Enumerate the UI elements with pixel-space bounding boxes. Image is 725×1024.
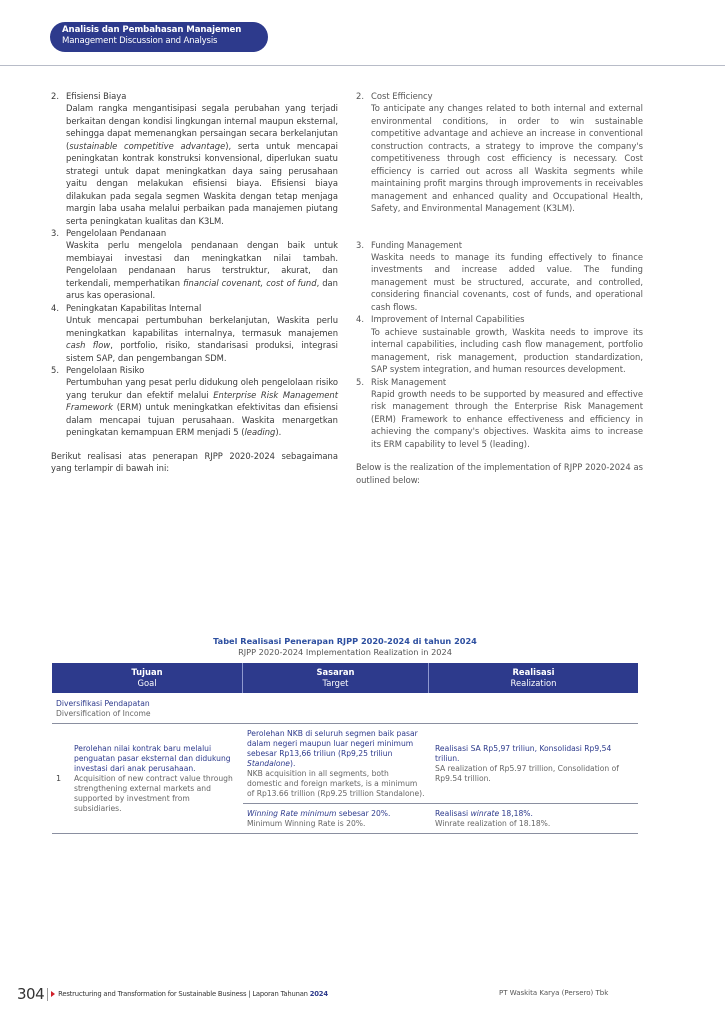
list-number: 4.: [356, 314, 364, 325]
realization-text-en: SA realization of Rp5.97 trillion, Consolidation of Rp9.54 trillion.: [435, 764, 619, 783]
target-cell: [243, 724, 429, 803]
list-item: [356, 90, 643, 215]
footer-company-name: PT Waskita Karya (Persero) Tbk: [499, 989, 609, 997]
list-item-body: To achieve sustainable growth, Waskita needs to improve its internal capabilities, including cash flow management, portfolio management, risk management, production standardization, SAP system integration, and human resources development.: [371, 326, 643, 375]
list-number: 2.: [356, 91, 364, 101]
list-item-title: Improvement of Internal Capabilities: [371, 314, 525, 325]
list-item-body: Waskita perlu mengelola pendanaan dengan baik untuk membiayai investasi dan meningkatkan nilai tambah. Pengelolaan pendanaan harus terstruktur, akurat, dan terkendali, memperhatikan financial covenant, cost of fund, dan arus kas operasional.: [66, 240, 338, 301]
goal-text-en: Acquisition of new contract value through strengthening external markets and supported by investment from subsidiaries.: [74, 773, 233, 813]
realization-text-en: Winrate realization of 18.18%.: [435, 819, 551, 828]
strategy-list-id: [51, 90, 338, 439]
table-category-row: [52, 693, 638, 724]
list-item-title: Pengelolaan Risiko: [66, 364, 145, 375]
sub-row-nkb: [243, 724, 638, 803]
page-number: 304: [17, 985, 45, 1003]
list-item-body: Waskita needs to manage its funding effectively to finance investments and increase added value. The funding management must be structured, accurate, and controlled, considering financial covenants, cost of funds, and operational cash flows.: [371, 251, 643, 312]
target-text-id: Winning Rate minimum sebesar 20%.: [247, 809, 391, 818]
list-item-title: Pengelolaan Pendanaan: [66, 227, 167, 238]
goal-text-id: Perolehan nilai kontrak baru melalui penguatan pasar eksternal dan didukung investasi dari anak perusahaan.: [74, 743, 231, 773]
table-caption: [52, 636, 638, 658]
closing-paragraph-id: Berikut realisasi atas penerapan RJPP 2020-2024 sebagaimana yang terlampir di bawah ini:: [51, 450, 338, 474]
table-row: [52, 724, 638, 834]
list-number: 3.: [356, 239, 364, 250]
left-column-indonesian: [51, 90, 338, 475]
list-item: [356, 313, 643, 375]
list-number: 5.: [51, 364, 59, 375]
realization-cell: [429, 724, 638, 803]
realization-text-id: Realisasi winrate 18,18%.: [435, 809, 533, 818]
list-item-title: Risk Management: [371, 376, 447, 387]
footer-report-title: Restructuring and Transformation for Sustainable Business | Laporan Tahunan 2024: [58, 990, 328, 998]
list-number: 5.: [356, 376, 364, 387]
goal-cell: [74, 724, 243, 833]
rjpp-realization-table: [52, 663, 638, 834]
list-item-title: Funding Management: [371, 239, 463, 250]
list-item-body: Rapid growth needs to be supported by measured and effective risk management through the Enterprise Risk Management (ERM) Framework to enhance effectiveness and efficiency in achieving the company's objectives. Waskita aims to increase its ERM capability to level 5 (leading).: [371, 388, 643, 449]
list-item-body: Untuk mencapai pertumbuhan berkelanjutan, Waskita perlu meningkatkan kapabilitas internalnya, termasuk manajemen cash flow, portfolio, risiko, standarisasi produksi, integrasi sistem SAP, dan pengembangan SDM.: [66, 315, 338, 363]
list-item: [51, 364, 338, 439]
list-number: 4.: [51, 302, 59, 313]
list-item-title: Cost Efficiency: [371, 91, 433, 101]
list-item-body: Pertumbuhan yang pesat perlu didukung oleh pengelolaan risiko yang terukur dan efektif melalui Enterprise Risk Management Framework (ERM) untuk meningkatkan efektivitas dan efisiensi dalam mencapai tujuan perusahaan. Waskita menargetkan peningkatan kemampuan ERM menjadi 5 (leading).: [66, 377, 338, 438]
section-header-badge: [50, 22, 268, 52]
realization-text-id: Realisasi SA Rp5,97 triliun, Konsolidasi Rp9,54 triliun.: [435, 744, 612, 763]
header-divider: [0, 65, 725, 66]
strategy-list-en: [356, 90, 643, 450]
spacer: [356, 215, 643, 239]
list-number: 2.: [51, 91, 59, 101]
table-header: [52, 663, 638, 693]
realization-cell: [429, 804, 638, 833]
closing-paragraph-en: Below is the realization of the implementation of RJPP 2020-2024 as outlined below:: [356, 462, 643, 485]
list-item-body: To anticipate any changes related to both internal and external environmental conditions, in order to win sustainable competitive advantage and achieve an increase in conventional construction contracts, a strategy to improve the company's competitiveness through cost efficiency is necessary. Cost efficiency is carried out across all Waskita segments while maintaining profit margins through improvements in receivables management and enhanced quality and Occupational Health, Safety, and Environmental Management (K3LM).: [371, 103, 643, 214]
target-realization-group: [243, 724, 638, 833]
list-item: [356, 376, 643, 451]
list-number: 3.: [51, 227, 59, 238]
target-text-id: Perolehan NKB di seluruh segmen baik pasar dalam negeri maupun luar negeri minimum sebesar Rp13,66 triliun (Rp9,25 triliun Standalone).: [247, 729, 418, 768]
list-item-title: Peningkatan Kapabilitas Internal: [66, 302, 202, 313]
target-text-en: NKB acquisition in all segments, both domestic and foreign markets, is a minimum of Rp13.66 trillion (Rp9.25 trillion Standalone).: [247, 769, 425, 798]
target-cell: [243, 804, 429, 833]
list-item: [51, 227, 338, 302]
list-item-title: Efisiensi Biaya: [66, 91, 127, 101]
right-column-english: [356, 90, 643, 486]
category-label-id: Diversifikasi Pendapatan: [56, 699, 150, 708]
section-title-id: Analisis dan Pembahasan Manajemen: [62, 25, 242, 35]
column-header-realization: Realisasi Realization: [510, 667, 557, 688]
section-title-en: Management Discussion and Analysis: [62, 36, 218, 46]
play-arrow-icon: [51, 991, 55, 997]
row-number: 1: [56, 774, 62, 783]
column-header-target: Sasaran Target: [243, 663, 429, 693]
target-text-en: Minimum Winning Rate is 20%.: [247, 819, 366, 828]
list-item: [356, 239, 643, 314]
list-item: [51, 90, 338, 227]
column-header-goal: Tujuan Goal: [52, 663, 243, 693]
footer-separator: [47, 988, 48, 1001]
sub-row-winrate: [243, 803, 638, 833]
table-title-id: Tabel Realisasi Penerapan RJPP 2020-2024 di tahun 2024: [213, 636, 477, 646]
page-footer: [17, 985, 707, 1003]
list-item-body: Dalam rangka mengantisipasi segala perubahan yang terjadi berkaitan dengan kondisi lingkungan internal maupun eksternal, sehingga dapat memenangkan persaingan secara berkelanjutan (sustainable competitive advantage), serta untuk mencapai peningkatan kontrak konstruksi konvensional, diperlukan suatu strategi untuk dapat meningkatkan daya saing perusahaan yaitu dengan melakukan efisiensi biaya. Efisiensi biaya dilakukan pada segala segmen Waskita dengan tetap menjaga margin laba usaha melalui perbaikan pada manajemen piutang serta peningkatan kualitas dan K3LM.: [66, 103, 338, 226]
list-item: [51, 302, 338, 364]
table-title-en: RJPP 2020-2024 Implementation Realization in 2024: [238, 647, 452, 657]
category-label-en: Diversification of Income: [56, 709, 151, 718]
